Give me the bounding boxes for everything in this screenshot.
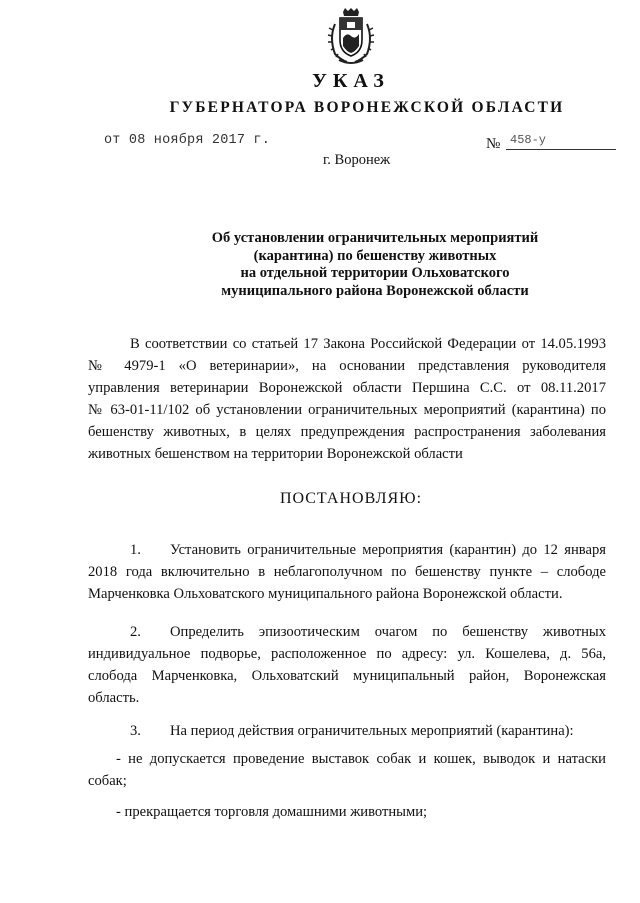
item-line: [88, 720, 606, 742]
preamble-line: управления ветеринарии Воронежской области Першина С.С. от 08.11.2017: [88, 380, 606, 396]
item-number: 2.: [130, 624, 141, 640]
decree-word: ПОСТАНОВЛЯЮ:: [279, 490, 423, 507]
item-text: Определить эпизоотическим очагом по бешенству животных: [170, 624, 606, 640]
item-line: индивидуальное подворье, расположенное по адресу: ул. Кошелева, д. 56а,: [88, 646, 606, 662]
item-line: слобода Марченковка, Ольховатский муниципальный район, Воронежская: [88, 668, 606, 684]
bullet-2: [88, 801, 606, 823]
subject-line: муниципального района Воронежской области: [221, 282, 529, 299]
coat-of-arms-icon: [325, 8, 377, 66]
preamble-paragraph: [88, 333, 606, 465]
item-2: [88, 621, 606, 709]
item-text: Установить ограничительные мероприятия (карантин) до 12 января: [170, 542, 606, 558]
preamble-line: В соответствии со статьей 17 Закона Российской Федерации от 14.05.1993: [130, 336, 606, 352]
item-number: 3.: [130, 723, 141, 739]
item-line: [88, 621, 606, 643]
item-line: область.: [88, 690, 140, 706]
subject-line: на отдельной территории Ольховатского: [240, 265, 510, 281]
bullet-line: собак;: [88, 773, 127, 789]
document-city: г. Воронеж: [323, 152, 391, 168]
preamble-line: № 4979-1 «О ветеринарии», на основании представления руководителя: [88, 358, 606, 374]
item-1: [88, 539, 606, 605]
bullet-line: - прекращается торговля домашними животными;: [116, 804, 428, 820]
document-title: УКАЗ: [312, 70, 390, 92]
document-subject: [130, 230, 620, 300]
document-issuer: ГУБЕРНАТОРА ВОРОНЕЖСКОЙ ОБЛАСТИ: [169, 99, 565, 116]
item-3: [88, 720, 606, 742]
subject-line: (карантина) по бешенству животных: [253, 247, 497, 264]
bullet-line: - не допускается проведение выставок собак и кошек, выводок и натаски: [116, 751, 606, 767]
preamble-line: животных бешенством на территории Воронежской области: [88, 446, 463, 462]
item-line: [88, 539, 606, 561]
bullet-1: [88, 748, 606, 792]
item-line: Марченковка Ольховатского муниципального района Воронежской области.: [88, 586, 563, 602]
preamble-line: № 63-01-11/102 об установлении ограничительных мероприятий (карантина) по: [88, 402, 606, 418]
document-number: 458-у: [506, 133, 616, 150]
document-date: от 08 ноября 2017 г.: [104, 133, 271, 148]
subject-line: Об установлении ограничительных мероприятий: [211, 230, 539, 246]
preamble-line: бешенству животных, в целях предупреждения распространения заболевания: [88, 424, 606, 440]
item-number: 1.: [130, 542, 141, 558]
item-line: 2018 года включительно в неблагополучном по бешенству пункте – слободе: [88, 564, 606, 580]
document-number-label: №: [486, 136, 501, 152]
item-text: На период действия ограничительных мероприятий (карантина):: [170, 723, 574, 739]
